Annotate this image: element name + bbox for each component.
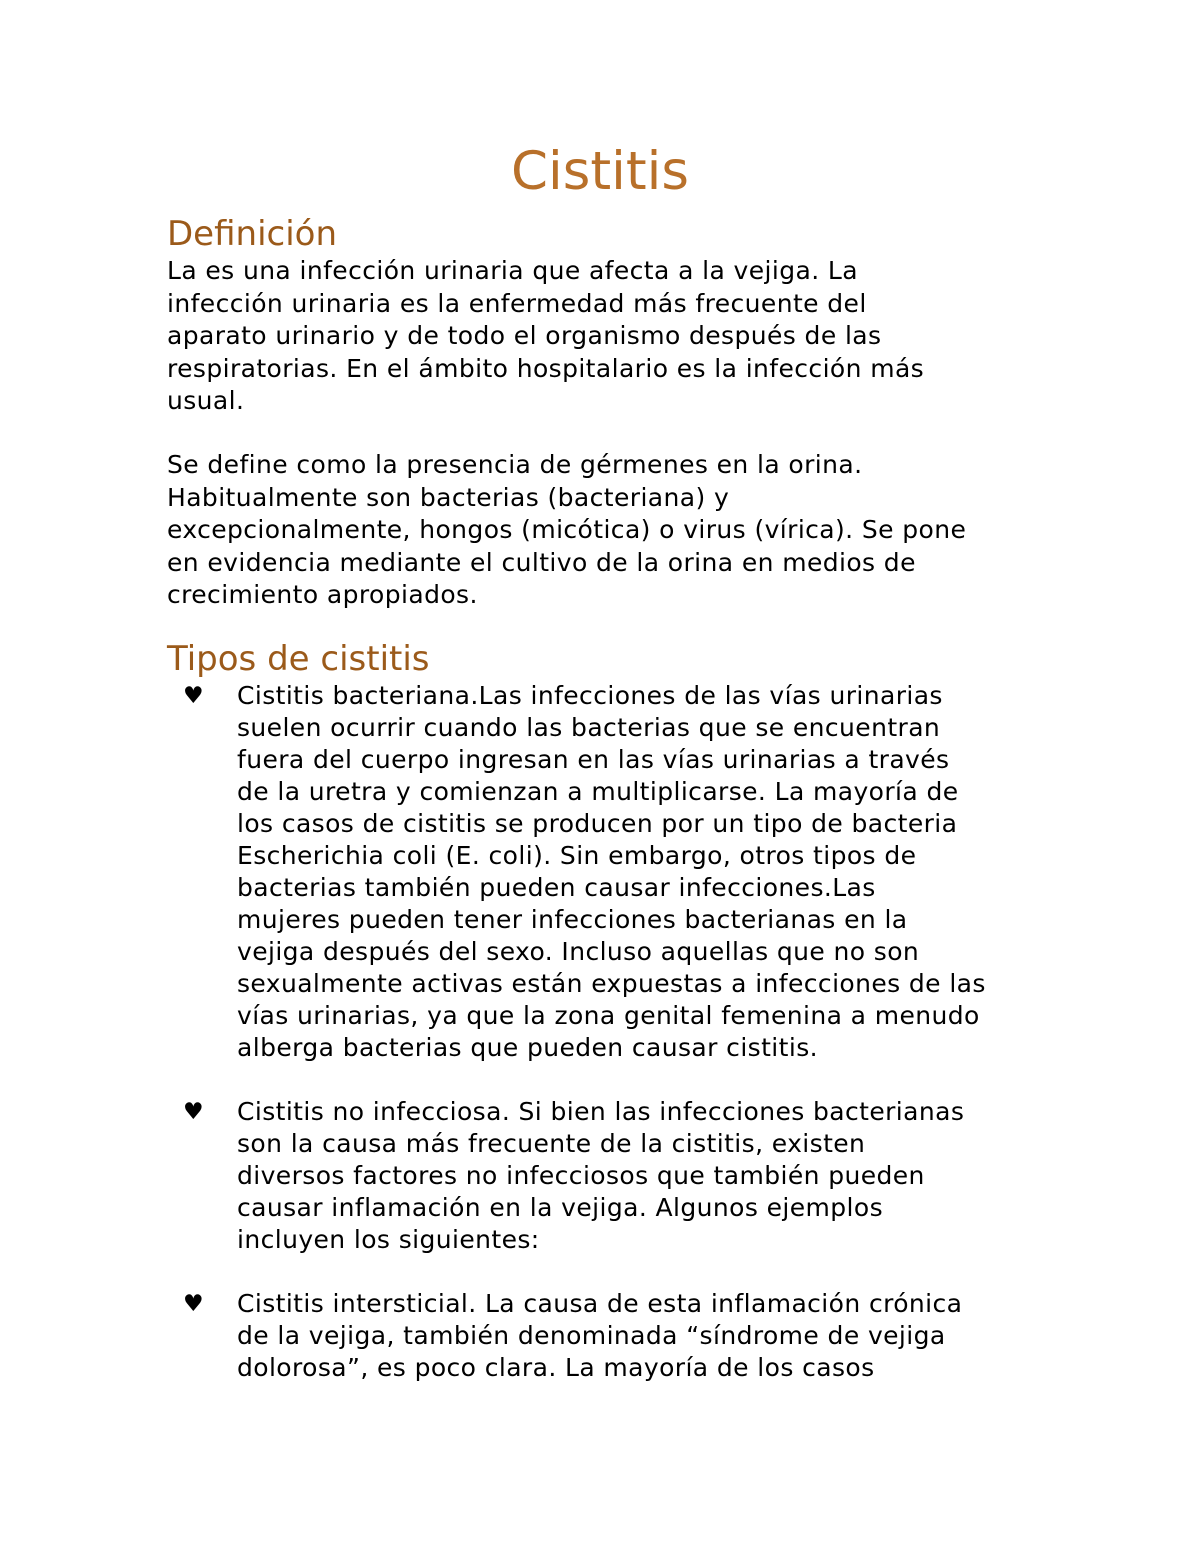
text-line: vejiga después del sexo. Incluso aquellas que no son bbox=[237, 937, 920, 966]
heart-icon: ♥ bbox=[183, 1099, 204, 1125]
text-line: de la uretra y comienzan a multiplicarse. La mayoría de bbox=[237, 777, 959, 806]
text-line: los casos de cistitis se producen por un tipo de bacteria bbox=[237, 809, 958, 838]
text-line: suelen ocurrir cuando las bacterias que se encuentran bbox=[237, 713, 941, 742]
text-line: Cistitis intersticial. La causa de esta inflamación crónica bbox=[237, 1289, 963, 1318]
section-heading-tipos: Tipos de cistitis bbox=[167, 639, 430, 679]
text-line: infección urinaria es la enfermedad más frecuente del bbox=[167, 288, 867, 318]
text-line: de la vejiga, también denominada “síndrome de vejiga bbox=[237, 1321, 946, 1350]
list-item-text bbox=[237, 1288, 962, 1384]
section-heading-definicion: Definición bbox=[167, 214, 337, 254]
heart-icon: ♥ bbox=[183, 1291, 204, 1317]
text-line: Habitualmente son bacterias (bacteriana) y bbox=[167, 482, 730, 512]
text-line: dolorosa”, es poco clara. La mayoría de los casos bbox=[237, 1353, 875, 1382]
text-line: respiratorias. En el ámbito hospitalario es la infección más bbox=[167, 353, 925, 383]
text-line: excepcionalmente, hongos (micótica) o virus (vírica). Se pone bbox=[167, 515, 967, 544]
definition-paragraph-2 bbox=[167, 449, 966, 612]
text-line: causar inflamación en la vejiga. Algunos ejemplos bbox=[237, 1193, 883, 1222]
text-line: mujeres pueden tener infecciones bacterianas en la bbox=[237, 905, 908, 934]
text-line: aparato urinario y de todo el organismo después de las bbox=[167, 321, 882, 350]
text-line: usual. bbox=[167, 386, 245, 415]
text-line: crecimiento apropiados. bbox=[167, 580, 478, 609]
text-line: fuera del cuerpo ingresan en las vías urinarias a través bbox=[237, 745, 950, 774]
text-line: sexualmente activas están expuestas a infecciones de las bbox=[237, 969, 986, 998]
list-item-text bbox=[237, 680, 986, 1064]
definition-paragraph-1 bbox=[167, 255, 924, 418]
text-line: bacterias también pueden causar infecciones.Las bbox=[237, 873, 876, 902]
text-line: en evidencia mediante el cultivo de la orina en medios de bbox=[167, 547, 916, 577]
text-line: incluyen los siguientes: bbox=[237, 1225, 540, 1254]
text-line: Cistitis no infecciosa. Si bien las infecciones bacterianas bbox=[237, 1097, 965, 1126]
text-line: Cistitis bacteriana.Las infecciones de las vías urinarias bbox=[237, 681, 943, 710]
text-line: vías urinarias, ya que la zona genital femenina a menudo bbox=[237, 1001, 980, 1030]
document-title: Cistitis bbox=[511, 141, 689, 202]
list-item-text bbox=[237, 1096, 964, 1256]
text-line: alberga bacterias que pueden causar cistitis. bbox=[237, 1033, 818, 1062]
text-line: La es una infección urinaria que afecta a la vejiga. La bbox=[167, 256, 858, 285]
text-line: son la causa más frecuente de la cistitis, existen bbox=[237, 1129, 866, 1158]
heart-icon: ♥ bbox=[183, 683, 204, 709]
text-line: Se define como la presencia de gérmenes en la orina. bbox=[167, 450, 863, 479]
text-line: diversos factores no infecciosos que también pueden bbox=[237, 1161, 925, 1190]
text-line: Escherichia coli (E. coli). Sin embargo, otros tipos de bbox=[237, 841, 917, 870]
